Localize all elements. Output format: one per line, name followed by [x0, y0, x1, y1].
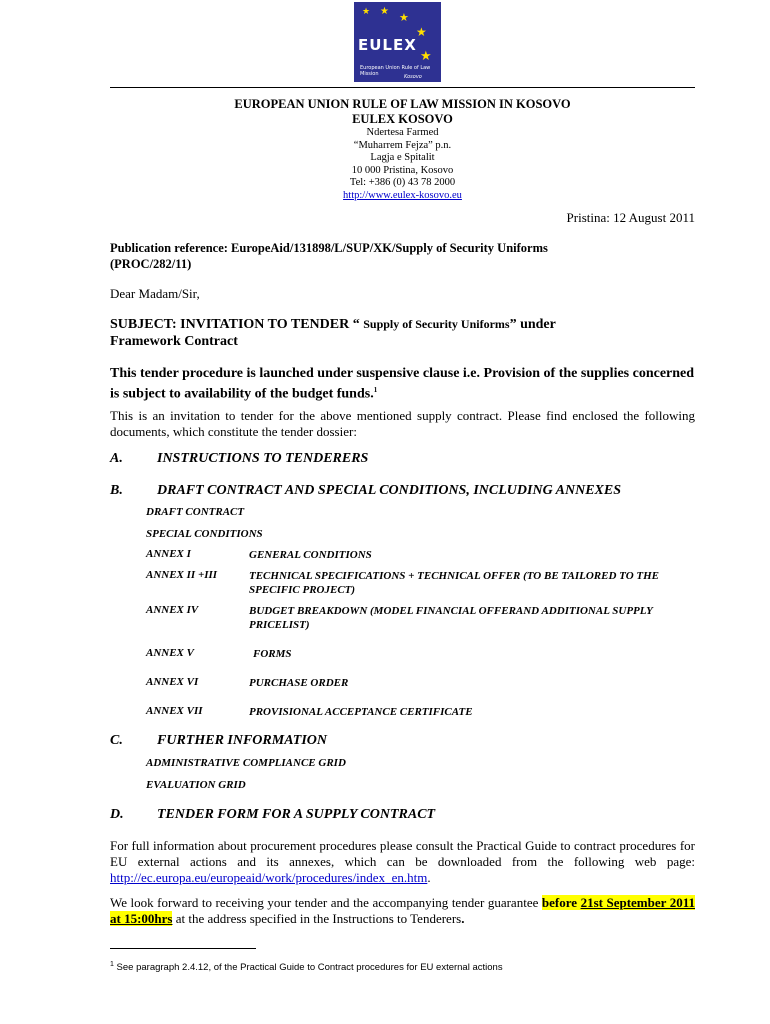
org-short-name: EULEX KOSOVO: [352, 112, 453, 126]
closing-text: We look forward to receiving your tender and the accompanying tender guarantee: [110, 895, 542, 910]
annex-description: GENERAL CONDITIONS: [249, 549, 372, 561]
document-item: DRAFT CONTRACT: [146, 506, 245, 518]
star-icon: ★: [420, 49, 432, 64]
eulex-logo: [354, 2, 441, 82]
organization-header: [110, 97, 695, 127]
section-letter: B.: [110, 483, 123, 498]
logo-wordmark: EULEX: [358, 36, 417, 54]
annex-label: ANNEX VII: [146, 705, 203, 717]
address-line: Ndertesa Farmed: [366, 127, 439, 138]
footnote-divider: [110, 948, 256, 949]
section-a-heading: [110, 451, 368, 467]
address-line: 10 000 Pristina, Kosovo: [351, 164, 454, 176]
section-title: TENDER FORM FOR A SUPPLY CONTRACT: [157, 807, 436, 822]
suspensive-clause: [110, 365, 695, 403]
star-icon: ★: [380, 6, 389, 17]
salutation: Dear Madam/Sir,: [110, 286, 200, 301]
annex-label: ANNEX V: [146, 647, 194, 659]
footnote-number: 1: [110, 961, 114, 968]
deadline-before: before: [541, 895, 581, 910]
date-line: Pristina: 12 August 2011: [566, 210, 695, 225]
address-block: [110, 127, 695, 203]
org-name: EUROPEAN UNION RULE OF LAW MISSION IN KOSOVO: [234, 97, 571, 111]
closing-paragraph: [110, 895, 695, 927]
subject-line2: Framework Contract: [110, 334, 238, 349]
annex-description: PURCHASE ORDER: [249, 677, 349, 689]
annex-description: BUDGET BREAKDOWN (MODEL FINANCIAL OFFERAND ADDITIONAL SUPPLY PRICELIST): [249, 605, 653, 631]
star-icon: ★: [362, 7, 371, 17]
section-title: INSTRUCTIONS TO TENDERERS: [157, 451, 369, 466]
section-letter: D.: [110, 807, 124, 822]
website-link[interactable]: http://www.eulex-kosovo.eu: [343, 189, 462, 201]
punctuation: .: [461, 911, 465, 926]
section-title: FURTHER INFORMATION: [157, 733, 327, 748]
closing-rest: at the address specified in the Instructions to Tenderers: [172, 911, 462, 926]
logo-signature: Kosovo: [404, 74, 422, 80]
subject-title: Supply of Security Uniforms: [363, 317, 510, 331]
punctuation: .: [427, 870, 431, 885]
publication-line: Publication reference: EuropeAid/131898/L/SUP/XK/Supply of Security Uniforms: [110, 241, 548, 255]
footnote: [110, 961, 503, 973]
section-title: DRAFT CONTRACT AND SPECIAL CONDITIONS, INCLUDING ANNEXES: [157, 483, 622, 498]
footnote-marker: 1: [373, 386, 378, 394]
document-item: SPECIAL CONDITIONS: [146, 528, 263, 540]
clause-text: This tender procedure is launched under suspensive clause i.e. Provision of the supplies concerned is subject to availability of the budget funds.: [110, 366, 695, 402]
annex-label: ANNEX IV: [146, 604, 199, 616]
section-c-heading: [110, 733, 327, 749]
star-icon: ★: [399, 11, 409, 24]
annex-label: ANNEX II +III: [146, 569, 218, 581]
subject-line: [110, 316, 695, 350]
practical-guide-link[interactable]: http://ec.europa.eu/europeaid/work/procedures/index_en.htm: [110, 870, 428, 885]
address-line: “Muharrem Fejza” p.n.: [353, 139, 452, 151]
section-b-heading: [110, 483, 621, 499]
footnote-text: See paragraph 2.4.12, of the Practical Guide to Contract procedures for EU external actions: [113, 962, 503, 974]
address-line: Lagja e Spitalit: [370, 152, 435, 164]
annex-label: ANNEX I: [146, 548, 191, 560]
publication-reference: [110, 240, 695, 272]
document-item: ADMINISTRATIVE COMPLIANCE GRID: [146, 757, 346, 769]
procurement-paragraph: [110, 838, 695, 886]
annex-description: PROVISIONAL ACCEPTANCE CERTIFICATE: [249, 706, 473, 718]
intro-paragraph: This is an invitation to tender for the above mentioned supply contract. Please find enclosed the following documents, which constitute the tender dossier:: [110, 408, 695, 439]
annex-description: TECHNICAL SPECIFICATIONS + TECHNICAL OFFER (TO BE TAILORED TO THE SPECIFIC PROJECT): [249, 570, 659, 596]
document-item: EVALUATION GRID: [146, 779, 246, 791]
section-letter: A.: [110, 451, 123, 466]
section-letter: C.: [110, 733, 123, 748]
section-d-heading: [110, 807, 435, 823]
phone-line: Tel: +386 (0) 43 78 2000: [349, 177, 456, 189]
deadline-date: 21st September 2011 at 15:00hrs: [110, 895, 695, 926]
publication-line: (PROC/282/11): [110, 257, 192, 271]
subject-suffix: ” under: [509, 317, 556, 332]
logo-tagline: European Union Rule of Law Mission: [360, 65, 431, 77]
header-divider: [110, 87, 695, 88]
annex-label: ANNEX VI: [146, 676, 199, 688]
subject-prefix: SUBJECT: INVITATION TO TENDER “: [110, 317, 364, 332]
procurement-text: For full information about procurement procedures please consult the Practical Guide to contract procedures for EU external actions and its annexes, which can be downloaded from the following web page:: [110, 838, 695, 869]
annex-description: FORMS: [253, 648, 292, 660]
star-icon: ★: [416, 25, 427, 39]
